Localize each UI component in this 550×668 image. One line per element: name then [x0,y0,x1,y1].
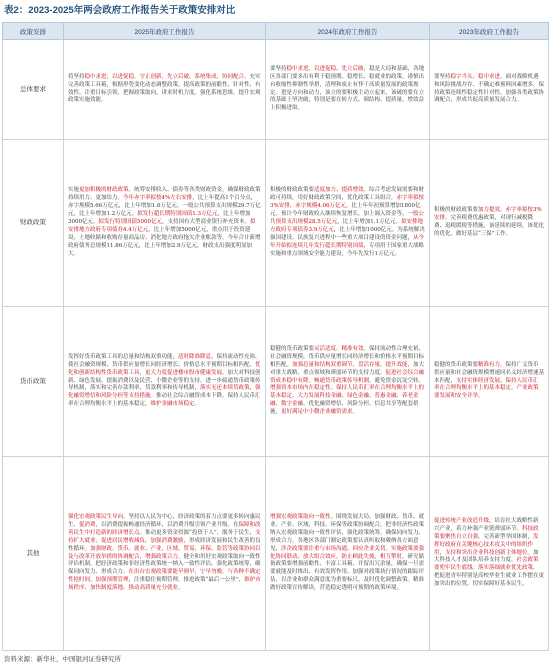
category-cell: 财政政策 [3,140,64,307]
body-text: 积极的财政政策要 [434,207,479,214]
body-text: 。 [330,385,337,392]
highlighted-text: 产业政策要发展和安全并举 [434,385,539,400]
body-text: 积极的财政政策要 [270,187,315,194]
body-text: ，培育壮大战略性新兴产业，着力补强产业链薄弱环节。 [434,517,539,532]
body-text: 。保持广义货币供应量和社会融资规模增速同名义经济增速基本匹配， [434,361,545,384]
highlighted-text: 加强预期管理 [95,577,129,584]
body-text: 。 [500,207,506,214]
highlighted-text: 精准有力 [478,361,501,368]
highlighted-text: 保持人民币汇率在合理均衡水平上的基本稳定 [270,385,425,400]
highlighted-text: 增强宏观政策取向一致性 [270,513,331,520]
body-text: 要坚持 [434,73,451,80]
header-2025: 2025年政府工作报告 [64,23,266,40]
body-text: 。完善税费优惠政策，对现行减税降费、退税缓税等措施，该延续的延续，该优化的优化。做好基层“三保”工作。 [434,215,545,237]
highlighted-text: 大力发展科技金融、绿色金融、普惠金融、养老金融、数字金融 [270,393,419,408]
body-text: 。 [352,409,359,416]
body-text: ，完善新型举国体制， [478,533,534,540]
cell-2024 [266,40,430,140]
table-title: 表2：2023-2025年两会政府工作报告关于政策安排对比 [4,5,236,16]
highlighted-text: 促进传统产业改造升级 [434,517,490,524]
highlighted-text: 强化宏观政策民生导向 [68,513,124,520]
source-note: 资料来源：新华社，中国银河证券研究所 [4,656,121,663]
body-text: 。 [500,377,506,384]
body-text: ， [139,369,146,376]
body-text: 稳健的货币政策要 [434,361,479,368]
highlighted-text: 强化融资增信和风险分担等支持措施 [68,385,261,400]
header-2023: 2023年政府工作报告 [430,23,549,40]
body-text: 将坚持 [68,73,85,80]
highlighted-text: 稳中求进 [84,73,107,80]
cell-2025 [64,307,266,457]
body-text: ，注重稳住预期管理，推进政策“最后一公里”， [128,577,245,584]
header-2024: 2024年政府工作报告 [266,23,430,40]
body-text: 落实和完善存款利率、贷款利率和传导机制， [90,385,201,392]
highlighted-text: 维护市场秩序、加快制度落地、推动高质量充分就业 [68,577,261,592]
body-text: ，比上年增加3000亿元。 [68,211,251,226]
body-text: 。围绕发展大局，加强财政、货币、就业、产业、区域、科技、环保等政策协调配合，把非经济性政策纳入宏观政策取向一致性评估，强化政策统筹，确保同向发力、形成合力。各地区各部门制定政策要认真听取和吸纳各方面意见， [270,513,425,552]
highlighted-text: 稳字当头 [450,73,473,80]
highlighted-text: 优化和创新结构性货币政策工具 [68,361,261,376]
body-text: ， [439,549,446,556]
body-text: 、 [308,65,315,72]
row-overall-requirements [3,40,549,140]
highlighted-text: 涉企政策要注重与市场沟通、回应企业关切 [281,545,386,552]
body-text: 、 [472,73,479,80]
cell-2025 [64,457,266,651]
body-text: 发挥好货币政策工具的总量和结构双重功能， [68,353,179,360]
highlighted-text: 促进社会综合融资成本稳中有降 [270,369,425,384]
cell-2023 [430,40,549,140]
highlighted-text: 从今年开始拟连续几年发行超长期特别国债 [270,234,425,249]
category-cell: 其他 [3,457,64,651]
highlighted-text: 赤字率拟按3%安排，赤字规模4.06万亿元 [270,195,425,210]
highlighted-text: 加力提效 [478,207,501,214]
category-cell: 货币政策 [3,307,64,457]
highlighted-text: 促消费 [79,521,96,528]
highlighted-text: 拟发行特别国债5000亿元 [98,219,162,226]
body-text: 。 [472,565,479,572]
cell-2025 [64,40,266,140]
highlighted-text: 科技政策要聚焦自立自强 [434,525,539,540]
body-text: 。健全和用好宏观政策取向一致性评估机制，把经济政策和非经济性政策统一纳入一致性评估，强化政策统筹，确保同向发力、形成合力。 [68,553,261,576]
body-text: ，比上年增加5000亿元，重点用于投资建设、土地收储和收购存量商品房、消化地方政府拖欠企业账款等。今年合计新增政府债务总规模11.86万亿元，比上年增加2.9万亿元，财政支出强度明显加大。 [68,226,261,257]
body-text: ，形成经济发展和民生改善的良性循环。 [68,537,261,552]
body-text: 。推动更多资金资源“投资于人”、服务于民生， [139,529,256,536]
body-text: ，加大对科技创新、绿色发展、提振消费以及民营、小微企业等的支持。进一步疏通货币政策传导机制， [68,369,261,392]
body-text: ，支持国有大型商业银行补充资本。 [162,219,251,226]
cell-2023 [430,457,549,651]
body-text: ，以消费提振畅通经济循环，以消费升级引领产业升级，在 [95,521,239,528]
body-text: ，专项用于国家重大战略实施和重点领域安全能力建设，今年先发行1万亿元。 [270,242,425,257]
body-text: ，比上年增加1.1万亿元。 [337,219,401,226]
highlighted-text: 加强财政、货币、就业、产业、区域、贸易、环保、监管等政策协同以及与改革开放举措的协调配合，增强政策合力 [68,545,261,560]
highlighted-text: 保持人民币汇率在合理均衡水平上的基本稳定 [434,377,539,392]
highlighted-text: 增强资本市场内在稳定性 [270,385,331,392]
highlighted-text: 维护金融市场稳定 [150,401,195,408]
cell-2024 [266,307,430,457]
body-text: 。保持流动性合理充裕，社会融资规模、货币供应量增长同经济增长和价格水平预期目标相匹配。 [270,345,425,368]
highlighted-text: 落实无还本续贷政策 [200,385,250,392]
highlighted-text: 加强总量和结构双重调节，盘活存量，提升效能 [292,361,408,368]
highlighted-text: 落实落细就业优先政策 [478,565,534,572]
body-text: 稳健的货币政策要 [270,345,315,352]
body-text: ，比上年增加1000亿元。为系统解决强国建设、民族复兴进程中一些重大项目建设的资金问题， [270,226,425,241]
body-text: 。 [308,377,315,384]
body-text: 。坚持以人民为中心，经济政策的着力点要更多转向惠民生、 [68,513,261,528]
highlighted-text: 社会政策要兜牢民生底线 [434,557,539,572]
highlighted-text: 畅通货币政策传导机制 [314,377,370,384]
body-text: 。 [385,545,392,552]
body-text: 。 [292,393,298,400]
row-fiscal-policy [3,140,549,307]
policy-comparison-table [2,22,549,651]
highlighted-text: 保障和改善民生中打造新的经济增长点 [68,521,261,536]
body-text: 。 [178,585,184,592]
highlighted-text: 拟发行超长期特别国债1.3万亿元 [137,211,218,218]
highlighted-text: 赤字率拟按3%安排 [434,207,542,222]
body-text: 。 [90,577,96,584]
body-text: ， [249,385,256,392]
highlighted-text: 更好满足中小微企业融资需求 [281,409,353,416]
cell-2023 [430,307,549,457]
body-text: 。 [194,401,201,408]
highlighted-text: 今年赤字率拟按4%左右安排 [123,195,193,202]
row-monetary-policy [3,307,549,457]
body-text: 。统筹安排收入、债券等各类财政资金，确保财政政策持续用力、更加给力。 [68,187,261,202]
body-text: ，把促进青年特别是高校毕业生就业工作摆在更加突出的位置，切实保障好基本民生。 [434,565,545,588]
highlighted-text: 支持和突出企业科技创新主体地位 [445,549,528,556]
body-text: 。 [511,385,517,392]
highlighted-text: 以进促稳，守正创新，先立后破，系统集成，协同配合 [112,73,245,80]
body-text: ， [106,73,113,80]
body-text: ，比上年年初预算增加1800亿元。预计今年财政收入继续恢复增长，加上调入资金等， [270,203,421,218]
highlighted-text: 更加积极的财政政策 [79,187,129,194]
cell-2023 [430,140,549,307]
body-text: 。研究储备政策要增强前瞻性、丰富工具箱，并留出冗余量，确保一旦需要就能及时推出、有效发挥作用。加强对政策执行情况的跟踪评估，以企业和群众满意度为重要标尺，及时优化调整政策。精准做好政策宣传解读，营造稳定透明可预期的政策环境。 [270,553,425,592]
cell-2024 [266,140,430,307]
body-text: ，面对战略机遇和风险挑战并存、不确定难预料因素增多，保持政策连续性稳定性针对性，加强各类政策协调配合，形成共促高质量发展合力。 [434,73,545,104]
highlighted-text: 一般公共预算支出规模28.5万亿元 [270,211,425,226]
body-text: ，避免资金沉淀空转。 [369,377,425,384]
body-text: 。 [478,393,484,400]
body-text: 。推动社会综合融资成本下降。保持人民币汇率在合理均衡水平上的基本稳定， [68,393,261,408]
category-cell: 总体要求 [3,40,64,140]
header-policy: 政策安排 [3,23,64,40]
cell-2025 [64,140,266,307]
highlighted-text: 支持实体经济发展 [456,377,501,384]
highlighted-text: 拟安排地方政府专项债券4.4万亿元 [68,219,256,233]
highlighted-text: 灵活适度、精准有效 [314,345,364,352]
highlighted-text: 发挥好政府在关键核心技术攻关中的组织作用 [434,533,539,556]
highlighted-text: 支持扩大就业、促进居民增收减负、加强消费激励 [68,529,261,544]
body-text: 。优化融资增信、风险分担、信息共享等配套措施， [270,401,419,416]
body-text: ，稳是大局和基础，各地区各部门要多出有利于稳预期、稳增长、稳就业的政策，谨慎出台收缩性抑制性举措，清理和废止有悖于高质量发展的政策规定。进是方向和动力，该立的要积极主动立起来，该破的要在立的基础上坚决破，特别是要在转方式、调结构、提质量、增效益上积极进取。 [270,65,425,112]
body-text: ，保持流动性充裕，使社会融资规模、货币供应量增长同经济增长、价格总水平预期目标相匹配。 [68,353,261,368]
body-text: 。综合考虑发展需要和财政可持续，用好财政政策空间，优化政策工具组合。 [270,187,425,202]
table-header-row [3,23,549,40]
highlighted-text: 适度加力、提质增效 [314,187,364,194]
highlighted-text: 适时降准降息 [178,353,212,360]
highlighted-text: 更大力度促进楼市股市健康发展 [145,369,223,376]
body-text: 。加大科技人才及团队培养支持力度。 [434,549,539,564]
cell-2024 [266,457,430,651]
highlighted-text: 实施政策要强化协同联动、放大组合效应，防止顾此失彼、相互掣肘 [270,545,425,560]
highlighted-text: 拟安排地方政府专项债券3.9万亿元 [270,219,424,233]
body-text: 要坚持 [270,65,287,72]
highlighted-text: 稳中求进 [478,73,501,80]
highlighted-text: 稳中求进 [286,65,309,72]
row-other [3,457,549,651]
body-text: 实施 [68,187,80,194]
body-text: ，比上年提高1个百分点，赤字规模5.66万亿元，比上年增加1.6万亿元。一般公共预算支出规模29.7万亿元，比上年增加1.2万亿元。 [68,195,261,218]
highlighted-text: 以进促稳、先立后破 [314,65,364,72]
highlighted-text: 在出台宏观政策要能早则早、宁早勿晚，与各种不确定性抢时间 [68,569,261,584]
body-text: ，加大对重大战略、重点领域和薄弱环节的支持力度。 [270,361,425,376]
body-text: ，充实完善政策工具箱，根据形势变化动态调整政策，提高政策的前瞻性、针对性、有效性。注重目标引领，把握政策取向，讲求时机力度，强化系统思维，提升宏观政策实施效能。 [68,73,261,104]
